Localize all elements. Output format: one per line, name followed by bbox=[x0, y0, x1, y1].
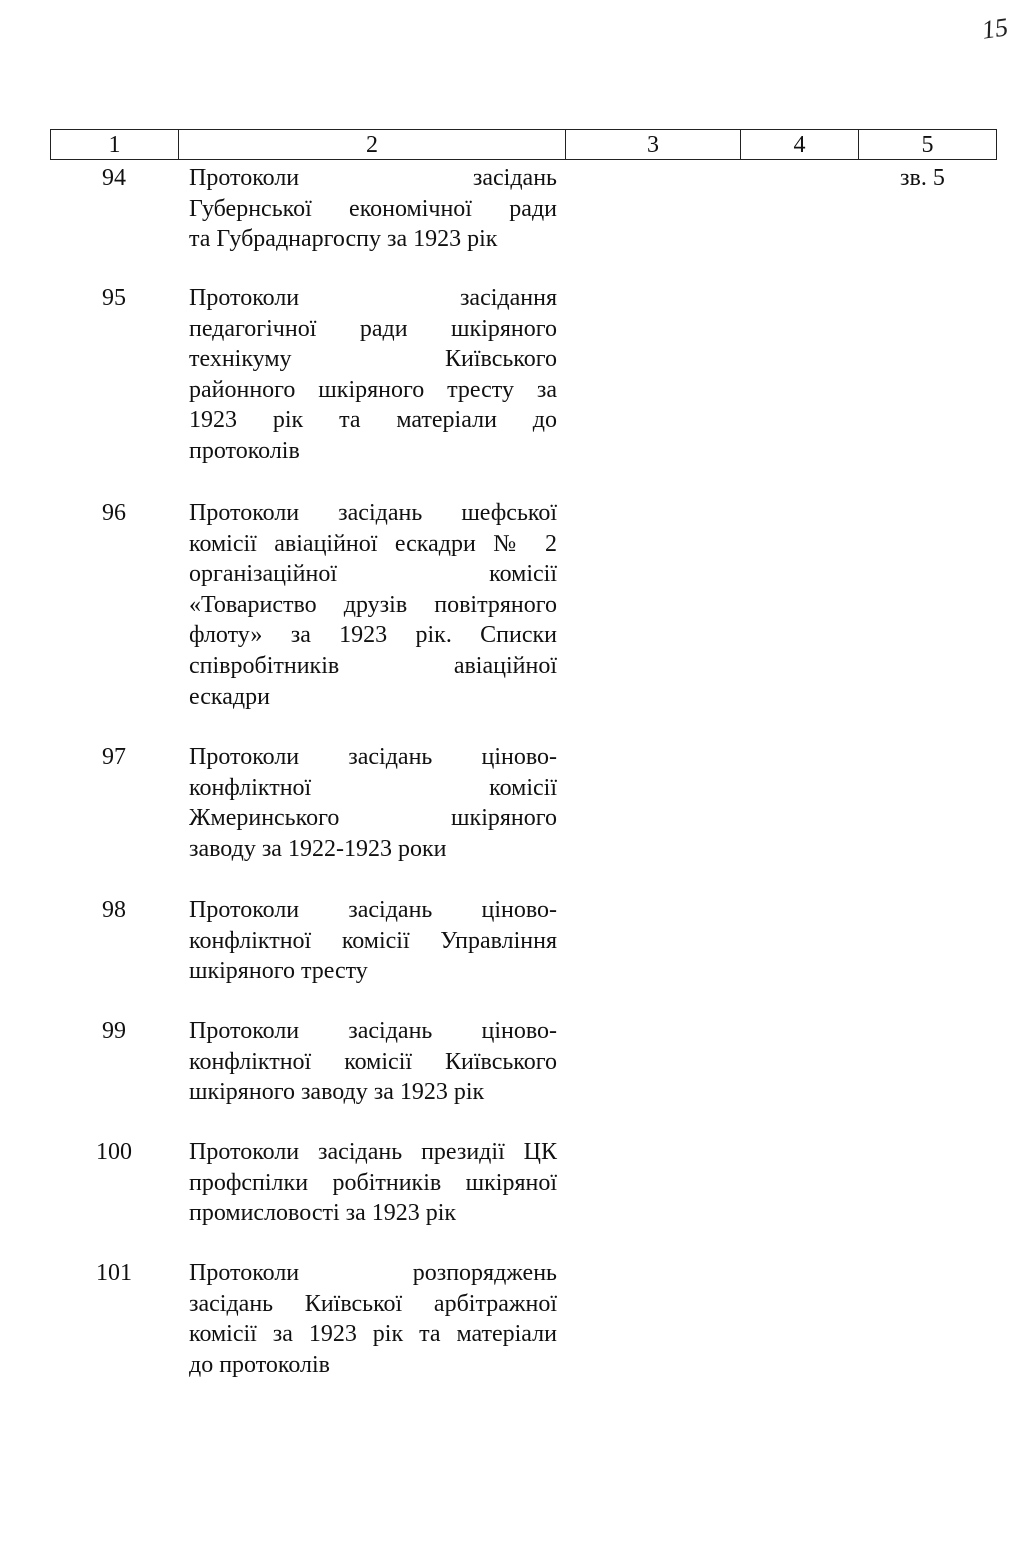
description-line: конфліктної комісії Київського bbox=[189, 1048, 557, 1075]
description-line: Протоколи засідань шефської bbox=[189, 500, 557, 526]
description-line: педагогічної ради шкіряного bbox=[189, 315, 557, 342]
description-line: районного шкіряного тресту за bbox=[189, 376, 557, 403]
item-number: 98 bbox=[102, 897, 126, 923]
description-line: Протоколи розпоряджень bbox=[189, 1260, 557, 1286]
page-number: 15 bbox=[980, 12, 1010, 45]
description-line: Протоколи засідань ціново- bbox=[189, 897, 557, 923]
description-line: Жмеринського шкіряного bbox=[189, 805, 557, 832]
item-number: 96 bbox=[102, 500, 126, 526]
item-description bbox=[189, 742, 557, 864]
description-line: «Товариство друзів повітряного bbox=[189, 591, 557, 618]
item-number: 95 bbox=[102, 285, 126, 311]
description-line: флоту» за 1923 рік. Списки bbox=[189, 622, 557, 649]
item-description bbox=[189, 1137, 557, 1229]
header-col-2: 2 bbox=[179, 130, 566, 159]
description-line: 1923 рік та матеріали до bbox=[189, 407, 557, 434]
description-line: Протоколи засідань ціново- bbox=[189, 744, 557, 770]
description-line: профспілки робітників шкіряної bbox=[189, 1169, 557, 1196]
description-line: до протоколів bbox=[189, 1351, 331, 1378]
item-description bbox=[189, 1016, 557, 1108]
description-line: комісії авіаційної ескадри № 2 bbox=[189, 530, 557, 557]
description-line: конфліктної комісії bbox=[189, 774, 557, 801]
description-line: організаційної комісії bbox=[189, 561, 557, 588]
item-number: 99 bbox=[102, 1018, 126, 1044]
description-line: Губернської економічної ради bbox=[189, 195, 557, 222]
item-number: 100 bbox=[96, 1139, 132, 1165]
description-line: заводу за 1922-1923 роки bbox=[189, 835, 447, 862]
item-description bbox=[189, 283, 557, 467]
description-line: Протоколи засідань bbox=[189, 165, 557, 191]
item-number: 101 bbox=[96, 1260, 132, 1286]
item-sheets: зв. 5 bbox=[900, 165, 945, 191]
description-line: протоколів bbox=[189, 437, 300, 464]
description-line: засідань Київської арбітражної bbox=[189, 1290, 557, 1317]
description-line: промисловості за 1923 рік bbox=[189, 1200, 457, 1227]
item-number: 94 bbox=[102, 165, 126, 191]
header-col-4: 4 bbox=[741, 130, 859, 159]
description-line: Протоколи засідань президії ЦК bbox=[189, 1139, 557, 1165]
description-line: шкіряного тресту bbox=[189, 958, 368, 985]
description-line: Протоколи засідань ціново- bbox=[189, 1018, 557, 1044]
description-line: шкіряного заводу за 1923 рік bbox=[189, 1079, 485, 1106]
table-header bbox=[50, 129, 997, 160]
item-description bbox=[189, 498, 557, 712]
description-line: співробітників авіаційної bbox=[189, 652, 557, 679]
description-line: ескадри bbox=[189, 683, 270, 710]
description-line: та Губраднаргоспу за 1923 рік bbox=[189, 226, 498, 253]
item-description bbox=[189, 895, 557, 987]
item-description bbox=[189, 1258, 557, 1380]
description-line: Протоколи засідання bbox=[189, 285, 557, 311]
item-description bbox=[189, 163, 557, 255]
description-line: технікуму Київського bbox=[189, 346, 557, 373]
item-number: 97 bbox=[102, 744, 126, 770]
description-line: конфліктної комісії Управління bbox=[189, 927, 557, 954]
header-col-1: 1 bbox=[51, 130, 179, 159]
header-col-5: 5 bbox=[921, 132, 934, 158]
description-line: комісії за 1923 рік та матеріали bbox=[189, 1321, 557, 1348]
header-col-3: 3 bbox=[566, 130, 741, 159]
